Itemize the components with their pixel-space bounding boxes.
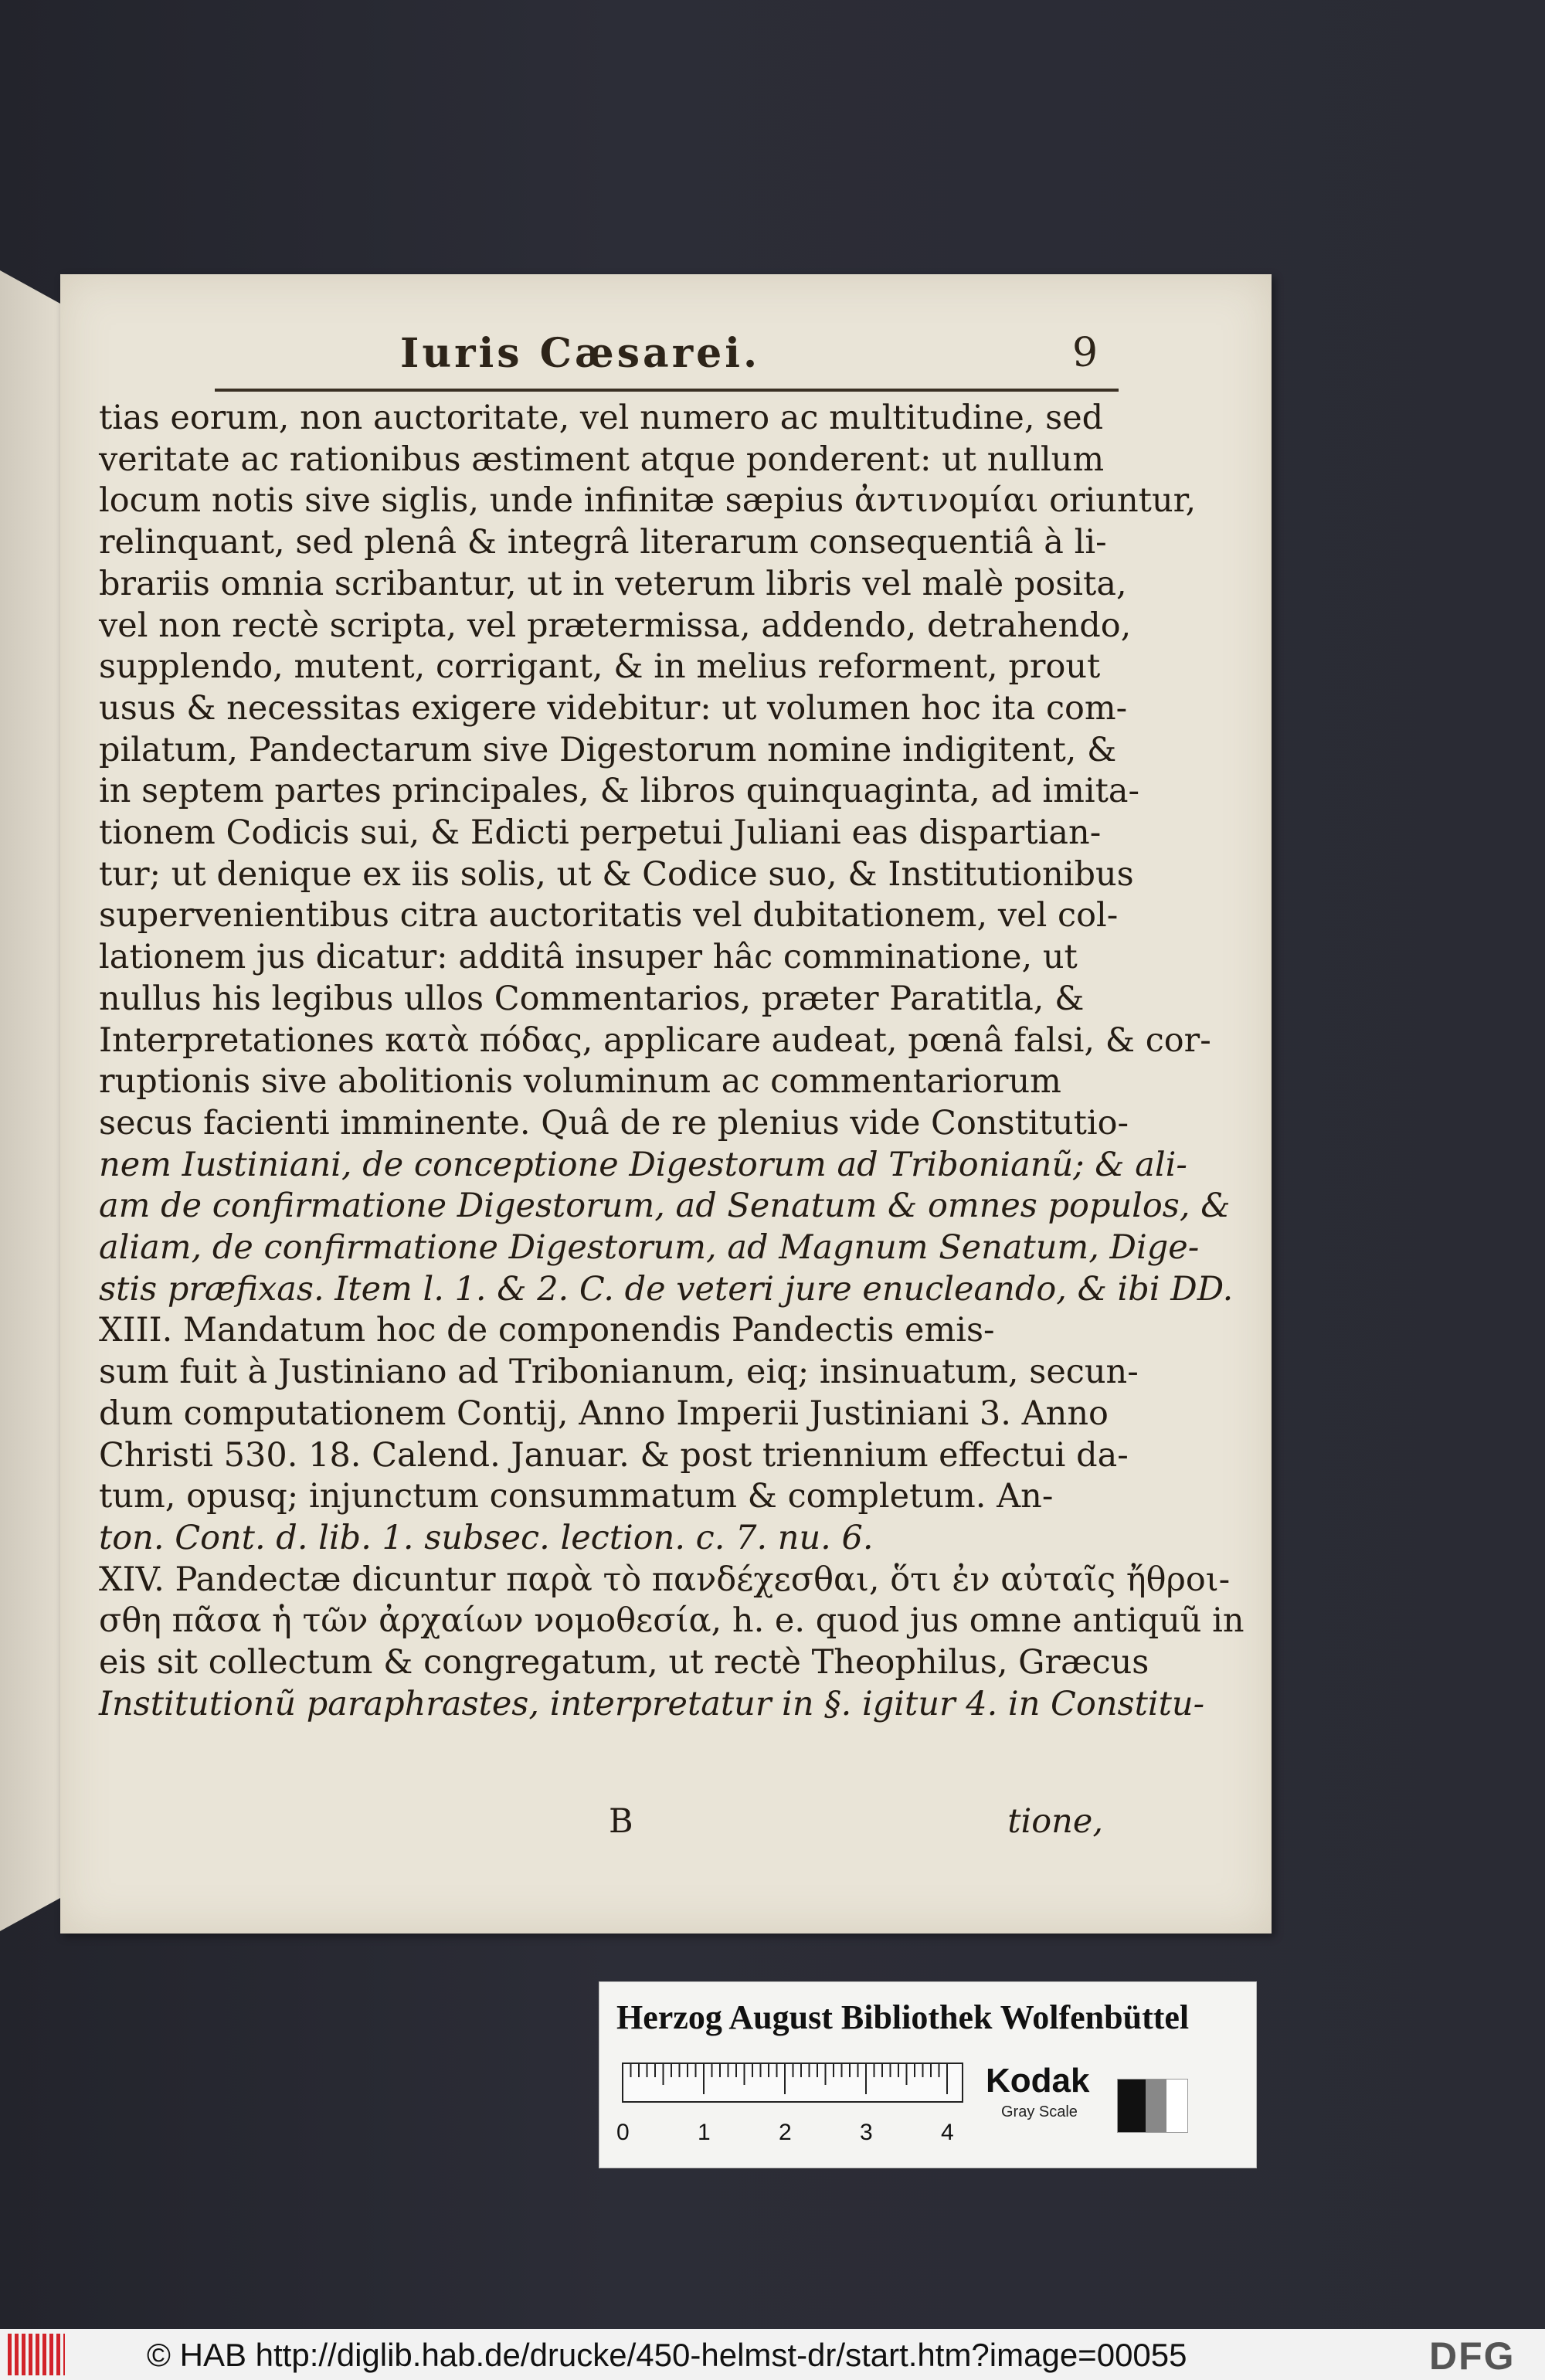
text-line: brariis omnia scribantur, ut in veterum libris vel malè posita, xyxy=(99,564,1127,603)
running-head xyxy=(138,330,1098,384)
text-line: lationem jus dicatur: additâ insuper hâc comminatione, ut xyxy=(99,938,1078,977)
text-line: tias eorum, non auctoritate, vel numero ac multitudine, sed xyxy=(99,399,1104,437)
catch-line xyxy=(99,1801,1103,1843)
text-line: Interpretationes κατὰ πόδας, applicare audeat, pœnâ falsi, & cor- xyxy=(99,1020,1211,1060)
text-line: tur; ut denique ex iis solis, ut & Codice suo, & Institutionibus xyxy=(99,854,1134,894)
running-title: Iuris Cæsarei. xyxy=(400,330,761,377)
text-line: vel non rectè scripta, vel prætermissa, addendo, detrahendo, xyxy=(99,606,1132,645)
text-line: supervenientibus citra auctoritatis vel dubitationem, vel col- xyxy=(99,896,1119,935)
ruler-number: 3 xyxy=(860,2120,873,2145)
text-line: eis sit collectum & congregatum, ut rectè Theophilus, Græcus xyxy=(99,1643,1149,1682)
ruler-number: 0 xyxy=(616,2120,630,2145)
text-line: stis præfixas. Item l. 1. & 2. C. de veteri jure enucleando, & ibi DD. xyxy=(99,1269,1234,1309)
body-text xyxy=(99,398,1244,1841)
text-line: nullus his legibus ullos Commentarios, præter Paratitla, & xyxy=(99,979,1085,1018)
text-line: σθη πᾶσα ἡ τῶν ἀρχαίων νομοθεσία, h. e. quod jus omne antiquũ in xyxy=(99,1601,1244,1641)
ruler-scale xyxy=(623,2063,963,2102)
text-line: XIV. Pandectæ dicuntur παρὰ τὸ πανδέχεσθαι, ὅτι ἐν αὐταῖς ἤθροι- xyxy=(99,1560,1231,1599)
text-line: pilatum, Pandectarum sive Digestorum nomine indigitent, & xyxy=(99,730,1117,769)
text-line: nem Iustiniani, de conceptione Digestorum ad Tribonianũ; & ali- xyxy=(99,1145,1187,1184)
left-page-edge xyxy=(0,270,60,1931)
text-line: XIII. Mandatum hoc de componendis Pandectis emis- xyxy=(99,1311,995,1350)
text-line: am de confirmatione Digestorum, ad Senatum & omnes populos, & xyxy=(99,1187,1231,1226)
copyright-url[interactable]: © HAB http://diglib.hab.de/drucke/450-helmst-dr/start.htm?image=00055 xyxy=(147,2337,1187,2373)
barcode-icon xyxy=(8,2334,65,2375)
text-line: tionem Codicis sui, & Edicti perpetui Juliani eas dispartian- xyxy=(99,813,1102,853)
catchword: tione, xyxy=(1007,1802,1103,1841)
text-line: Christi 530. 18. Calend. Januar. & post triennium effectui da- xyxy=(99,1435,1129,1475)
text-line: veritate ac rationibus æstiment atque ponderent: ut nullum xyxy=(99,440,1105,479)
gray-scale-label: Gray Scale xyxy=(1001,2103,1078,2120)
text-line: locum notis sive siglis, unde infinitæ sæpius ἀντινομίαι oriuntur, xyxy=(99,481,1197,521)
library-label-card xyxy=(599,1981,1257,2168)
text-line: ton. Cont. d. lib. 1. subsec. lection. c. 7. nu. 6. xyxy=(99,1518,874,1557)
page-number: 9 xyxy=(1072,330,1098,376)
gray-scale-patch xyxy=(1117,2079,1188,2133)
text-line: Institutionũ paraphrastes, interpretatur in §. igitur 4. in Constitu- xyxy=(99,1684,1205,1723)
text-line: usus & necessitas exigere videbitur: ut volumen hoc ita com- xyxy=(99,688,1128,728)
ruler-number: 2 xyxy=(779,2120,792,2145)
kodak-logo: Kodak xyxy=(986,2062,1090,2100)
text-line: secus facienti imminente. Quâ de re plenius vide Constitutio- xyxy=(99,1103,1129,1142)
footer-bar xyxy=(0,2329,1545,2380)
library-name: Herzog August Bibliothek Wolfenbüttel xyxy=(616,1998,1190,2036)
text-line: relinquant, sed plenâ & integrâ literarum consequentiâ à li- xyxy=(99,523,1107,562)
text-line: ruptionis sive abolitionis voluminum ac commentariorum xyxy=(99,1062,1061,1102)
text-line: aliam, de confirmatione Digestorum, ad Magnum Senatum, Dige- xyxy=(99,1228,1200,1268)
text-line: sum fuit à Justiniano ad Tribonianum, eiq; insinuatum, secun- xyxy=(99,1353,1139,1392)
book-page xyxy=(60,274,1272,1934)
header-rule xyxy=(215,389,1119,392)
text-line: tum, opusq; injunctum consummatum & completum. An- xyxy=(99,1477,1054,1516)
text-line: in septem partes principales, & libros quinquaginta, ad imita- xyxy=(99,772,1140,811)
dfg-logo: DFG xyxy=(1429,2334,1516,2378)
ruler-number: 1 xyxy=(698,2120,711,2145)
signature-mark: B xyxy=(609,1802,633,1841)
ruler-number: 4 xyxy=(941,2120,954,2145)
text-line: supplendo, mutent, corrigant, & in melius reforment, prout xyxy=(99,647,1101,687)
measurement-ruler xyxy=(623,2063,963,2117)
text-line: dum computationem Contij, Anno Imperii Justiniani 3. Anno xyxy=(99,1394,1109,1433)
